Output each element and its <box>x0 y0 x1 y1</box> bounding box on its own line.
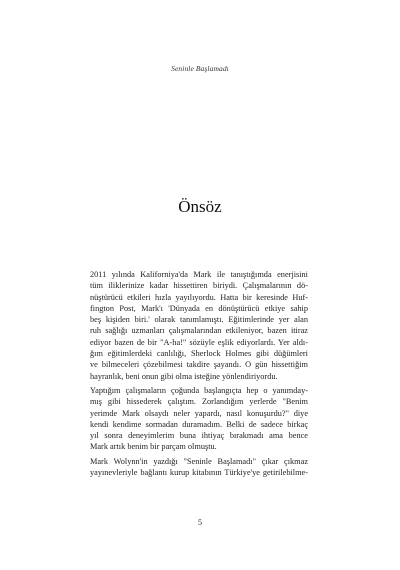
paragraph <box>90 385 308 453</box>
paragraph <box>90 456 308 479</box>
text-line: yıl sonra deneyimlerim buna ihtiyaç bırakmadı ama bence <box>90 431 308 441</box>
text-line: Mark artık benim bir parçam olmuştu. <box>90 442 217 452</box>
text-line: hayranlık, beni onun gibi olma isteğine yönlendiriyordu. <box>90 371 278 381</box>
running-head: Seninle Başlamadı <box>171 64 229 73</box>
text-line: 2011 yılında Kaliforniya'da Mark ile tanıştığımda enerjisini <box>90 270 308 279</box>
body-text <box>90 269 308 481</box>
text-line: Yaptığım çalışmaların çoğunda başlangıçta hep o yanımday- <box>90 385 308 395</box>
page-number: 5 <box>198 518 202 527</box>
chapter-title: Önsöz <box>178 197 222 216</box>
text-line: kendi kendime sormadan duramadım. Belki de sadece birkaç <box>90 419 308 429</box>
text-line: ve bilmeceleri çözebilmesi takdire şayandı. O gün hissettiğim <box>90 360 308 370</box>
text-line: beş kişiden biri.' olarak tanımlamıştı. Eğitimlerinde yer alan <box>90 315 308 325</box>
text-line: fington Post, Mark'ı 'Dünyada en dönüştürücü etkiye sahip <box>90 303 308 313</box>
text-line: yerimde Mark olsaydı neler yapardı, nasıl konuşurdu?" diye <box>90 408 308 418</box>
text-line: mış gibi hissederek çalıştım. Zorlandığım yerlerde "Benim <box>90 397 308 407</box>
text-line: ediyor bazen de bir "A-ha!" sözüyle eşlik ediyorlardı. Yer aldı- <box>90 337 308 347</box>
text-line: ğım eğitimlerdeki canlılığı, Sherlock Holmes gibi düğümleri <box>90 349 308 359</box>
paragraph <box>90 269 308 382</box>
text-line: yayınevleriyle bağlantı kurup kitabının Türkiye'ye getirilebilme- <box>90 468 308 478</box>
text-line: tüm iliklerinize kadar hissettiren biriydi. Çalışmalarının dö- <box>90 281 308 291</box>
text-line: Mark Wolynn'in yazdığı "Seninle Başlamadı" çıkar çıkmaz <box>90 456 308 466</box>
text-line: nüştürücü etkileri hızla yayılıyordu. Hatta bir keresinde Huf- <box>90 292 308 302</box>
text-line: ruh sağlığı uzmanları çalışmalarından etkileniyor, bazen itiraz <box>90 326 308 336</box>
